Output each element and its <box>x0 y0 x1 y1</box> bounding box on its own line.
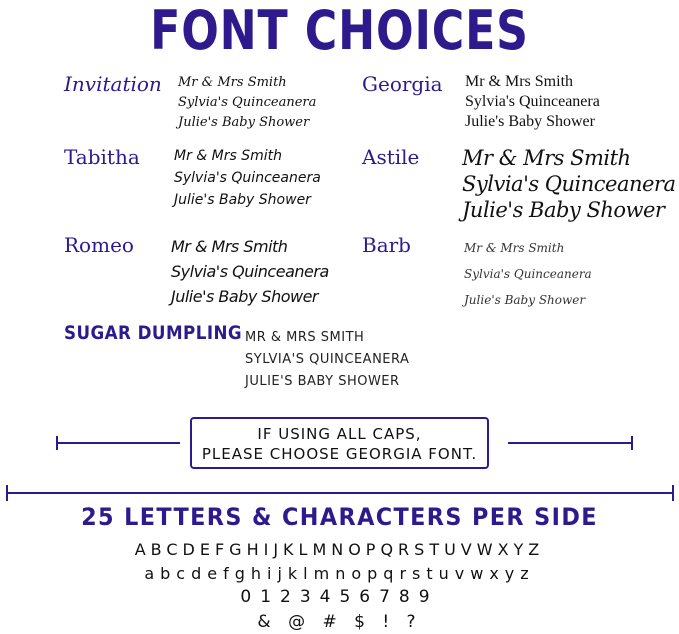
font-name-georgia: Georgia <box>362 72 443 96</box>
sample-line: SYLVIA'S QUINCEANERA <box>245 352 410 367</box>
caps-note-box <box>190 417 489 469</box>
font-name-sugar-dumpling: SUGAR DUMPLING <box>64 322 243 344</box>
font-sample-tabitha <box>174 145 321 211</box>
font-name-romeo: Romeo <box>64 233 134 257</box>
sample-line: Mr & Mrs Smith <box>171 237 288 256</box>
character-limit-title: 25 LETTERS & CHARACTERS PER SIDE <box>81 503 598 531</box>
sample-line: Sylvia's Quinceanera <box>462 172 676 196</box>
note-left-rule <box>56 442 180 444</box>
note-right-rule <box>508 442 633 444</box>
note-left-rule-end <box>56 436 58 450</box>
page-title: FONT CHOICES <box>150 0 529 62</box>
sample-line: JULIE'S BABY SHOWER <box>245 374 400 389</box>
sample-line: Julie's Baby Shower <box>462 198 665 222</box>
caps-note-line: PLEASE CHOOSE GEORGIA FONT. <box>201 445 478 463</box>
font-name-invitation: Invitation <box>64 72 162 96</box>
font-sample-sugar-dumpling <box>245 327 409 393</box>
sample-line: Sylvia's Quinceanera <box>174 170 321 186</box>
sample-line: Mr & Mrs Smith <box>178 75 287 90</box>
section-divider-right-end <box>672 485 674 501</box>
note-right-rule-end <box>631 436 633 450</box>
sample-line: Julie's Baby Shower <box>464 293 586 307</box>
sample-line: Julie's Baby Shower <box>465 113 595 130</box>
font-name-barb: Barb <box>362 233 411 257</box>
sample-line: Mr & Mrs Smith <box>174 148 283 164</box>
sample-line: Mr & Mrs Smith <box>465 73 574 90</box>
font-sample-barb <box>464 235 592 313</box>
font-sample-romeo <box>171 234 329 309</box>
section-divider <box>6 492 674 494</box>
sample-line: Sylvia's Quinceanera <box>178 95 317 110</box>
font-sample-georgia <box>465 72 600 132</box>
sample-line: Sylvia's Quinceanera <box>171 262 329 281</box>
sample-line: Sylvia's Quinceanera <box>464 267 592 281</box>
section-divider-left-end <box>6 485 8 501</box>
symbol-characters: & @ # $ ! ? <box>257 612 422 632</box>
sample-line: Mr & Mrs Smith <box>462 146 631 170</box>
font-name-tabitha: Tabitha <box>64 145 140 169</box>
sample-line: Julie's Baby Shower <box>178 115 310 130</box>
sample-line: Mr & Mrs Smith <box>464 241 565 255</box>
sample-line: Sylvia's Quinceanera <box>465 93 600 110</box>
number-characters: 0123456789 <box>240 587 439 607</box>
sample-line: MR & MRS SMITH <box>245 330 365 345</box>
font-sample-invitation <box>178 73 316 133</box>
uppercase-characters: ABCDEFGHIJKLMNOPQRSTUVWXYZ <box>134 540 545 559</box>
caps-note-line: IF USING ALL CAPS, <box>257 425 422 443</box>
font-sample-astile <box>462 145 676 223</box>
sample-line: Julie's Baby Shower <box>174 192 311 208</box>
sample-line: Julie's Baby Shower <box>171 287 318 306</box>
font-name-astile: Astile <box>362 145 420 169</box>
lowercase-characters: abcdefghijklmnopqrstuvwxyz <box>144 564 535 583</box>
